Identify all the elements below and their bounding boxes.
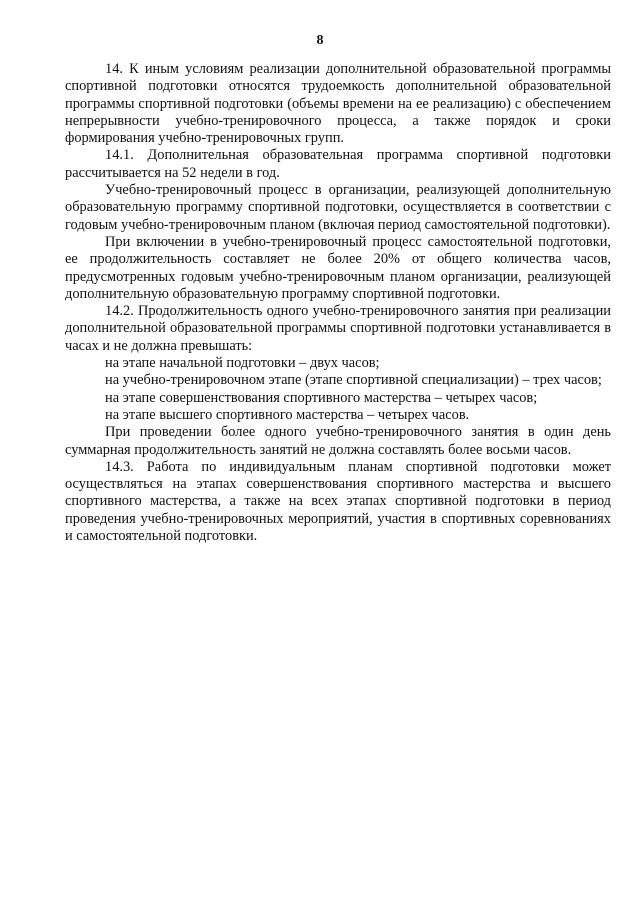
list-item-initial-stage: на этапе начальной подготовки – двух часов;	[105, 355, 380, 372]
list-item-highest-stage: на этапе высшего спортивного мастерства – четырех часов.	[105, 406, 470, 423]
document-body	[65, 61, 611, 545]
paragraph-14-2: 14.2. Продолжительность одного учебно-тренировочного занятия при реализации дополнительной образовательной программы спортивной подготовки устанавливается в часах и не должна превышать:	[65, 303, 611, 354]
paragraph-14-3: 14.3. Работа по индивидуальным планам спортивной подготовки может осуществляться на этапах совершенствования спортивного мастерства и высшего спортивного мастерства, а также на всех этапах спортивной подготовки в период проведения учебно-тренировочных мероприятий, участия в спортивных соревнованиях и самостоятельной подготовки.	[65, 458, 611, 545]
paragraph-14-1: 14.1. Дополнительная образовательная программа спортивной подготовки рассчитывается на 52 недели в год.	[65, 147, 611, 181]
paragraph-training-process: Учебно-тренировочный процесс в организации, реализующей дополнительную образовательную программу спортивной подготовки, осуществляется в соответствии с годовым учебно-тренировочным планом (включая период самостоятельной подготовки).	[65, 182, 611, 233]
list-item-improvement-stage: на этапе совершенствования спортивного мастерства – четырех часов;	[105, 389, 538, 406]
paragraph-14: 14. К иным условиям реализации дополнительной образовательной программы спортивной подготовки относятся трудоемкость дополнительной образовательной программы спортивной подготовки (объемы времени на ее реализацию) с обеспечением непрерывности учебно-тренировочного процесса, а также порядок и сроки формирования учебно-тренировочных групп.	[65, 61, 611, 147]
page-number: 8	[316, 33, 324, 48]
paragraph-multiple-sessions: При проведении более одного учебно-тренировочного занятия в один день суммарная продолжительность занятий не должна составлять более восьми часов.	[65, 424, 611, 458]
paragraph-self-preparation: При включении в учебно-тренировочный процесс самостоятельной подготовки, ее продолжительность составляет не более 20% от общего количества часов, предусмотренных годовым учебно-тренировочным планом организации, реализующей дополнительную образовательную программу спортивной подготовки.	[65, 233, 611, 302]
list-item-training-stage: на учебно-тренировочном этапе (этапе спортивной специализации) – трех часов;	[105, 372, 602, 389]
